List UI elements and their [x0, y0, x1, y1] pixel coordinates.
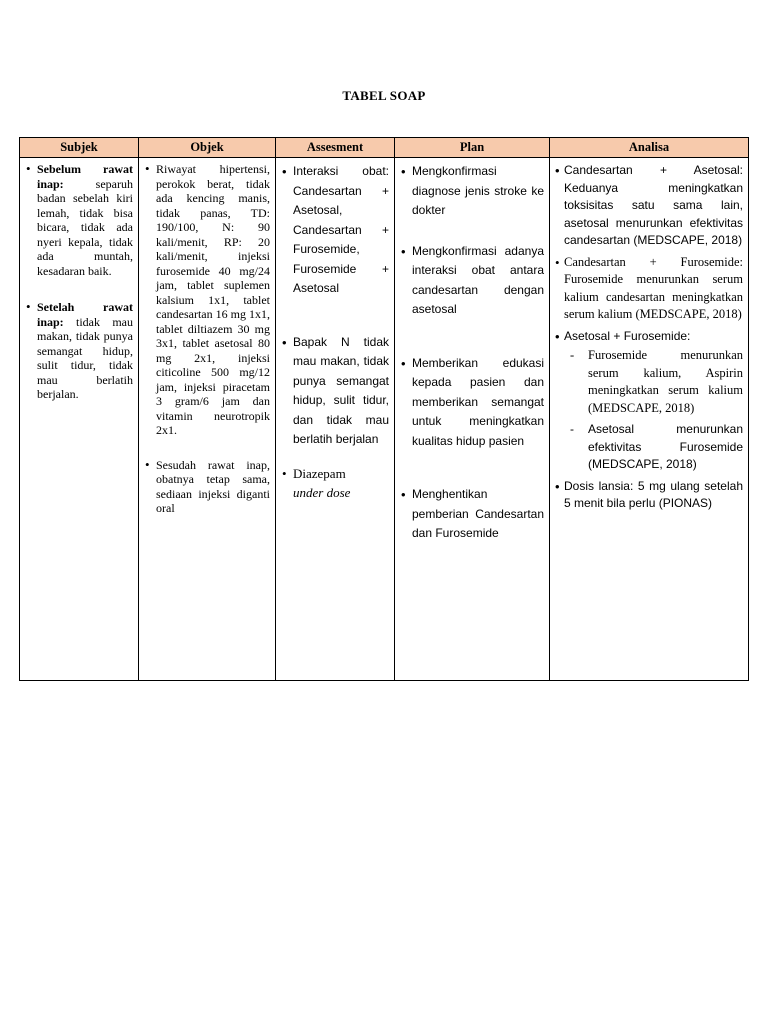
plan-item-confirm-diagnose: • Mengkonfirmasi diagnose jenis stroke ke dokter: [412, 162, 544, 221]
analisa-sublist: [564, 347, 743, 474]
assesment-list: [280, 162, 389, 503]
assesment-item-interaction: • Interaksi obat: Candesartan + Asetosal, Candesartan + Furosemide, Furosemide + Asetosal: [293, 162, 389, 299]
header-row: [20, 138, 749, 158]
cell-objek: [139, 158, 276, 681]
document-title: TABEL SOAP: [342, 88, 426, 103]
plan-list: [399, 162, 544, 544]
header-objek: Objek: [139, 138, 276, 158]
cell-analisa: [550, 158, 749, 681]
cell-subjek: [20, 158, 139, 681]
assesment-item-diazepam: [293, 464, 389, 503]
assesment-underdose: under dose: [293, 485, 351, 500]
analisa-subitem-efektivitas: - Asetosal menurunkan efektivitas Furosemide (MEDSCAPE, 2018): [588, 421, 743, 474]
objek-item-after: • Sesudah rawat inap, obatnya tetap sama, sediaan injeksi diganti oral: [156, 458, 270, 516]
soap-table: [19, 137, 749, 681]
subjek-item-after-text: tidak mau makan, tidak punya semangat hidup, sulit tidur, tidak mau berlatih berjalan.: [37, 314, 133, 401]
assesment-diazepam-label: Diazepam: [293, 465, 346, 481]
analisa-subitem-kalium: - Furosemide menurunkan serum kalium, Aspirin meningkatkan serum kalium (MEDSCAPE, 2018): [588, 347, 743, 417]
plan-item-stop: • Menghentikan pemberian Candesartan dan Furosemide: [412, 485, 544, 544]
analisa-list: [554, 162, 743, 513]
subjek-item-before-label: Sebelum rawat inap:: [37, 162, 133, 191]
objek-list: [143, 162, 270, 516]
assesment-item-condition: • Bapak N tidak mau makan, tidak punya semangat hidup, sulit tidur, dan tidak mau berlatih berjalan: [293, 333, 389, 450]
analisa-item-aset-furo: [564, 328, 743, 474]
subjek-item-before-text: separuh badan sebelah kiri lemah, tidak bisa bicara, tidak ada nyeri kepala, tidak ada muntah, kesadaran baik.: [37, 176, 133, 278]
header-subjek: Subjek: [20, 138, 139, 158]
analisa-item-cand-aset: • Candesartan + Asetosal: Keduanya meningkatkan toksisitas satu sama lain, asetosal menurunkan efektivitas candesartan (MEDSCAPE, 2018): [564, 162, 743, 250]
subjek-item-before: [37, 162, 133, 278]
subjek-list: [24, 162, 133, 402]
subjek-item-after: [37, 300, 133, 402]
analisa-item-cand-furo: • Candesartan + Furosemide: Furosemide menurunkan serum kalium candesartan meningkatkan serum kalium (MEDSCAPE, 2018): [564, 254, 743, 324]
cell-assesment: [276, 158, 395, 681]
plan-item-confirm-interaction: • Mengkonfirmasi adanya interaksi obat antara candesartan dengan asetosal: [412, 242, 544, 320]
cell-plan: [395, 158, 550, 681]
plan-item-education: • Memberikan edukasi kepada pasien dan memberikan semangat untuk meningkatkan kualitas hidup pasien: [412, 354, 544, 452]
header-analisa: Analisa: [550, 138, 749, 158]
header-plan: Plan: [395, 138, 550, 158]
content-row: [20, 158, 749, 681]
subjek-item-after-label: Setelah rawat inap:: [37, 300, 133, 329]
analisa-item-aset-furo-label: Asetosal + Furosemide:: [564, 328, 691, 343]
objek-item-history: • Riwayat hipertensi, perokok berat, tidak ada kencing manis, tidak panas, TD: 190/100, N: 90 kali/menit, RP: 20 kali/menit, injeksi furosemide 40 mg/24 jam, tablet suplemen kalsium 1x1, tablet candesartan 16 mg 1x1, tablet diltiazem 30 mg 3x1, tablet asetosal 80 mg 2x1, injeksi citicoline 500 mg/12 jam, injeksi piracetam 3 gram/6 jam dan vitamin neurotropik 2x1.: [156, 162, 270, 438]
header-assesment: Assesment: [276, 138, 395, 158]
analisa-item-dosis: • Dosis lansia: 5 mg ulang setelah 5 menit bila perlu (PIONAS): [564, 478, 743, 513]
